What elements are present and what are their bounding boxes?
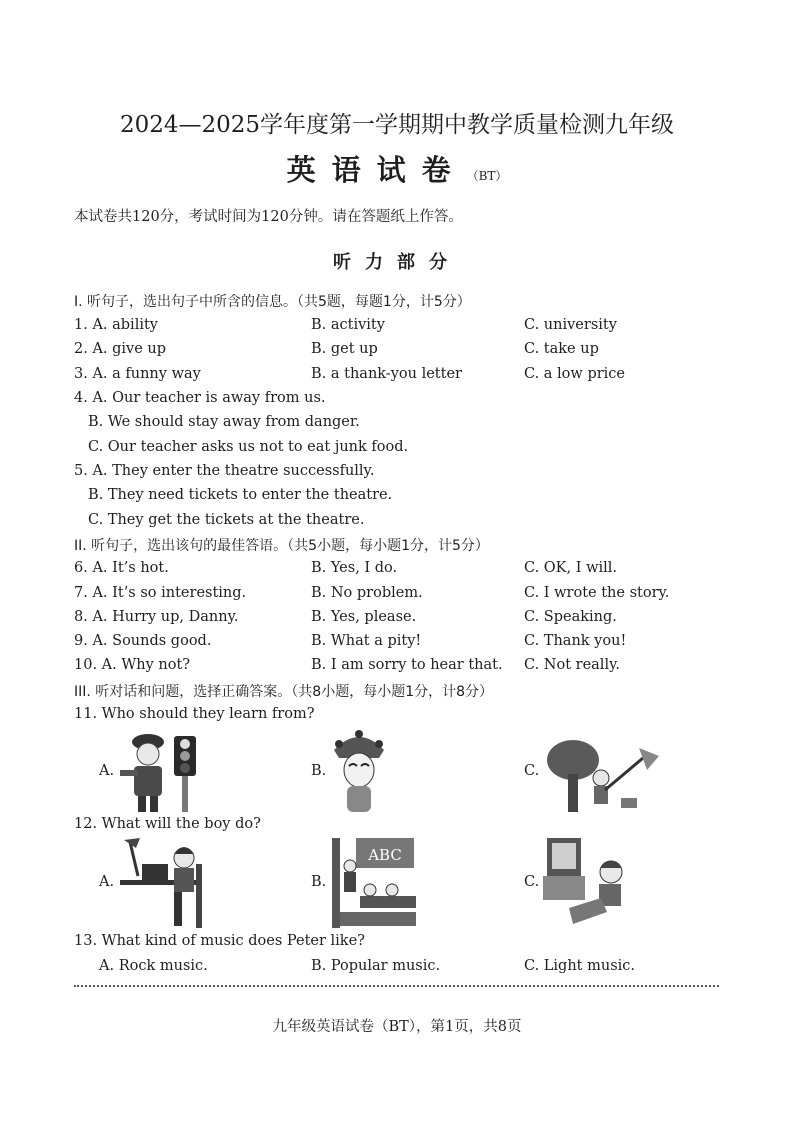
q4-option-a: 4. A. Our teacher is away from us. (74, 390, 326, 406)
q2-option-a: 2. A. give up (74, 341, 167, 357)
q11-option-c: C. (524, 763, 540, 779)
boy-watching-tv-picture (543, 836, 633, 932)
traffic-police-picture (118, 728, 213, 814)
q12-question: 12. What will the boy do? (74, 816, 261, 832)
q1-option-a: 1. A. ability (74, 317, 158, 333)
part1-heading: I. 听句子，选出句子中所含的信息。（共5题，每题1分，计5分） (74, 294, 471, 310)
q6-option-c: C. OK, I will. (524, 560, 618, 576)
subtitle-tag: （BT） (466, 169, 508, 183)
q12-option-c: C. (524, 874, 540, 890)
q5-option-b: B. They need tickets to enter the theatre. (88, 487, 393, 503)
exam-instructions: 本试卷共120分，考试时间为120分钟。请在答题纸上作答。 (74, 209, 463, 225)
q10-option-c: C. Not really. (524, 657, 620, 673)
q10-option-b: B. I am sorry to hear that. (311, 657, 503, 673)
q9-option-c: C. Thank you! (524, 633, 627, 649)
q4-option-b: B. We should stay away from danger. (88, 414, 360, 430)
q7-option-b: B. No problem. (311, 585, 423, 601)
page-footer: 九年级英语试卷（BT），第1页，共8页 (272, 1019, 522, 1035)
q7-option-a: 7. A. It’s so interesting. (74, 585, 247, 601)
q3-option-b: B. a thank-you letter (311, 366, 462, 382)
q12-option-b: B. (311, 874, 327, 890)
dotted-divider (74, 985, 719, 987)
opera-performer-picture (329, 728, 389, 816)
classroom-picture (330, 836, 422, 931)
q2-option-c: C. take up (524, 341, 599, 357)
q1-option-c: C. university (524, 317, 617, 333)
part3-heading: III. 听对话和问题，选择正确答案。（共8小题，每小题1分，计8分） (74, 684, 494, 700)
exam-title: 2024—2025学年度第一学期期中教学质量检测九年级 (119, 112, 675, 138)
section-title: 听力部分 (333, 252, 461, 273)
q11-question: 11. Who should they learn from? (74, 706, 315, 722)
q5-option-a: 5. A. They enter the theatre successfully. (74, 463, 375, 479)
q11-option-b: B. (311, 763, 327, 779)
q12-option-a: A. (99, 874, 115, 890)
part2-heading: II. 听句子，选出该句的最佳答语。（共5小题，每小题1分，计5分） (74, 538, 489, 554)
q13-option-a: A. Rock music. (99, 958, 208, 974)
q8-option-a: 8. A. Hurry up, Danny. (74, 609, 239, 625)
q9-option-a: 9. A. Sounds good. (74, 633, 212, 649)
subtitle-text: 英语试卷 (286, 153, 467, 187)
woodcutter-picture (543, 734, 668, 814)
q13-option-c: C. Light music. (524, 958, 636, 974)
q8-option-b: B. Yes, please. (311, 609, 417, 625)
q13-option-b: B. Popular music. (311, 958, 441, 974)
q4-option-c: C. Our teacher asks us not to eat junk food. (88, 439, 409, 455)
q8-option-c: C. Speaking. (524, 609, 617, 625)
exam-subtitle (0, 148, 794, 189)
blackboard-text: ABC (368, 846, 402, 864)
q2-option-b: B. get up (311, 341, 378, 357)
q6-option-a: 6. A. It’s hot. (74, 560, 169, 576)
q7-option-c: C. I wrote the story. (524, 585, 670, 601)
q9-option-b: B. What a pity! (311, 633, 422, 649)
q6-option-b: B. Yes, I do. (311, 560, 398, 576)
q11-option-a: A. (99, 763, 115, 779)
q3-option-c: C. a low price (524, 366, 625, 382)
q3-option-a: 3. A. a funny way (74, 366, 201, 382)
boy-at-computer-picture (118, 836, 213, 932)
q1-option-b: B. activity (311, 317, 385, 333)
q5-option-c: C. They get the tickets at the theatre. (88, 512, 365, 528)
q10-option-a: 10. A. Why not? (74, 657, 191, 673)
q13-question: 13. What kind of music does Peter like? (74, 933, 365, 949)
